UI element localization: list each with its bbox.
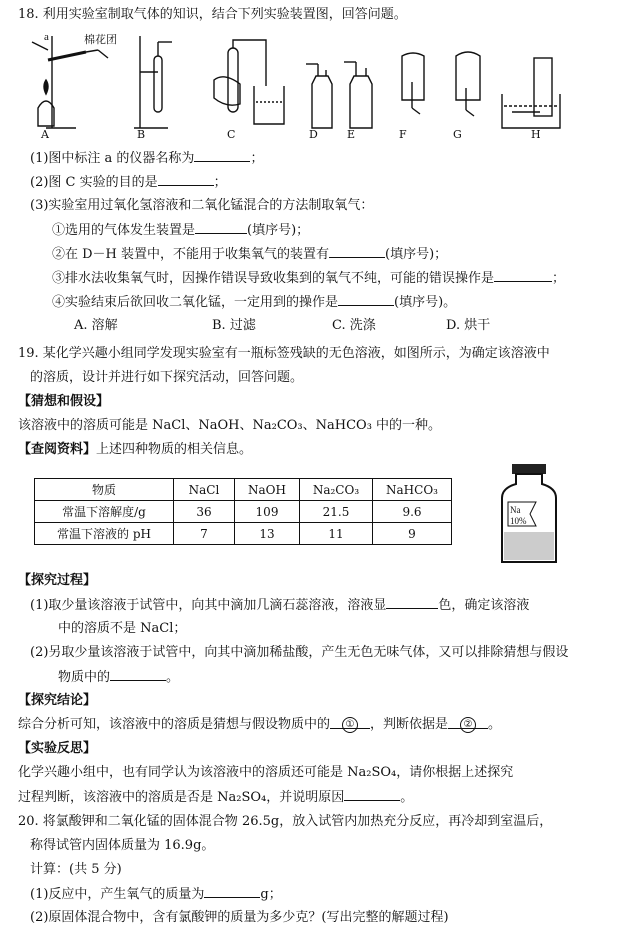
- mark-2: ②: [460, 717, 476, 733]
- q19-proc1: [30, 596, 529, 615]
- answer-blank[interactable]: [344, 788, 400, 801]
- q18-sub1: [52, 221, 309, 240]
- apparatus-label-b: B: [137, 128, 146, 141]
- apparatus-figure: [28, 28, 563, 148]
- answer-blank[interactable]: [494, 269, 552, 282]
- apparatus-g: [456, 52, 480, 116]
- option-b: B. 过滤: [212, 318, 256, 333]
- table-cell: 109: [235, 501, 300, 523]
- table-header-cell: NaCl: [174, 479, 235, 501]
- table-cell: 9: [373, 523, 452, 545]
- q19-conclusion-end: 。: [488, 717, 502, 732]
- apparatus-label-e: E: [347, 128, 356, 141]
- heading-guess: 【猜想和假设】: [18, 394, 110, 409]
- table-header-cell: NaHCO₃: [373, 479, 452, 501]
- option-d: D. 烘干: [446, 318, 491, 333]
- q20-part1-text: (1)反应中，产生氧气的质量为: [30, 887, 205, 902]
- apparatus-f: [402, 53, 424, 114]
- answer-blank[interactable]: [158, 173, 214, 186]
- heading-process: 【探究过程】: [18, 573, 97, 588]
- apparatus-label-f: F: [399, 128, 407, 141]
- q18-part2-end: ；: [213, 175, 227, 190]
- answer-blank[interactable]: [110, 668, 166, 681]
- table-header-cell: 物质: [35, 479, 174, 501]
- q19-reflection-text: 过程判断，该溶液中的溶质是否是 Na₂SO₄，并说明原因: [18, 790, 345, 805]
- answer-blank[interactable]: [338, 293, 394, 306]
- table-cell: 21.5: [300, 501, 373, 523]
- answer-blank[interactable]: [195, 221, 247, 234]
- mark-1: ①: [342, 717, 358, 733]
- apparatus-b: [134, 36, 172, 128]
- q19-reflection-end: 。: [400, 790, 414, 805]
- q19-ref-text: 上述四种物质的相关信息。: [96, 442, 253, 457]
- q18-part1-end: ；: [250, 151, 264, 166]
- q18-sub2-text: ②在 D－H 装置中，不能用于收集氧气的装置有: [52, 247, 330, 262]
- option-c: C. 洗涤: [332, 318, 376, 333]
- q18-sub2-end: (填序号)；: [385, 247, 448, 262]
- q19-stem-line1: 19. 某化学兴趣小组同学发现实验室有一瓶标签残缺的无色溶液，如图所示，为确定该溶液中: [18, 346, 550, 361]
- q19-proc2-end: 。: [166, 670, 180, 685]
- q18-sub2: [52, 245, 447, 264]
- label-a: a: [44, 31, 49, 43]
- q20-calc: 计算：(共 5 分): [30, 862, 122, 877]
- q20-part1-end: g；: [260, 887, 282, 902]
- q19-proc2-text: 物质中的: [58, 670, 111, 685]
- q18-stem: 18. 利用实验室制取气体的知识，结合下列实验装置图，回答问题。: [18, 7, 407, 22]
- bottle-label-line2: 10%: [510, 516, 527, 526]
- q18-part2-text: (2)图 C 实验的目的是: [30, 175, 158, 190]
- table-cell: 常温下溶解度/g: [35, 501, 174, 523]
- table-cell: 36: [174, 501, 235, 523]
- answer-blank-1[interactable]: [330, 716, 370, 729]
- q18-part3: (3)实验室用过氧化氢溶液和二氧化锰混合的方法制取氧气：: [30, 198, 374, 213]
- q18-sub3-text: ③排水法收集氧气时，因操作错误导致收集到的氧气不纯，可能的错误操作是: [52, 271, 495, 286]
- heading-conclusion: 【探究结论】: [18, 693, 97, 708]
- heading-ref: 【查阅资料】: [18, 442, 97, 457]
- q18-sub3: [52, 269, 565, 288]
- table-cell: 11: [300, 523, 373, 545]
- q18-part2: [30, 173, 227, 192]
- label-cotton: 棉花团: [84, 33, 117, 46]
- apparatus-c: [214, 40, 284, 124]
- answer-blank[interactable]: [194, 149, 250, 162]
- q19-proc2: (2)另取少量该溶液于试管中，向其中滴加稀盐酸，产生无色无味气体，又可以排除猜想与假设: [30, 645, 569, 660]
- q19-stem-line2: 的溶质，设计并进行如下探究活动，回答问题。: [30, 370, 304, 385]
- apparatus-label-c: C: [227, 128, 236, 141]
- q19-conclusion-text: 综合分析可知，该溶液中的溶质是猜想与假设物质中的: [18, 717, 331, 732]
- q19-proc1-cont: 中的溶质不是 NaCl；: [58, 621, 187, 636]
- apparatus-h: [502, 58, 560, 128]
- q19-proc2-cont: [58, 668, 179, 687]
- answer-blank[interactable]: [329, 245, 385, 258]
- apparatus-label-h: H: [531, 128, 541, 141]
- q18-sub1-text: ①选用的气体发生装置是: [52, 223, 196, 238]
- q19-ref-line: [18, 441, 252, 459]
- q20-part2: (2)原固体混合物中，含有氯酸钾的质量为多少克？(写出完整的解题过程): [30, 910, 449, 925]
- reagent-bottle-figure: [496, 462, 562, 566]
- q18-sub1-end: (填序号)；: [247, 223, 310, 238]
- q20-stem-line1: 20. 将氯酸钾和二氧化锰的固体混合物 26.5g，放入试管内加热充分反应，再冷却到室温后，: [18, 814, 553, 829]
- q18-sub3-end: ；: [552, 271, 566, 286]
- q19-proc1-end: 色，确定该溶液: [438, 598, 530, 613]
- apparatus-d: [306, 64, 332, 128]
- q18-sub4: [52, 293, 456, 312]
- table-header-cell: NaOH: [235, 479, 300, 501]
- table-cell: 9.6: [373, 501, 452, 523]
- q19-proc1-text: (1)取少量该溶液于试管中，向其中滴加几滴石蕊溶液，溶液显: [30, 598, 387, 613]
- table-header-cell: Na₂CO₃: [300, 479, 373, 501]
- table-row: [35, 523, 452, 545]
- table-header-row: [35, 479, 452, 501]
- apparatus-e: [344, 62, 372, 128]
- q19-conclusion: [18, 716, 501, 734]
- heading-reflection: 【实验反思】: [18, 741, 97, 756]
- bottle-label-line1: Na: [510, 505, 521, 515]
- table-cell: 7: [174, 523, 235, 545]
- answer-blank-2[interactable]: [448, 716, 488, 729]
- info-table: [34, 478, 452, 545]
- q19-guess: 该溶液中的溶质可能是 NaCl、NaOH、Na₂CO₃、NaHCO₃ 中的一种。: [18, 418, 442, 433]
- q18-part1-text: (1)图中标注 a 的仪器名称为: [30, 151, 195, 166]
- bottle-liquid: [504, 532, 554, 560]
- table-row: [35, 501, 452, 523]
- bottle-stopper: [512, 464, 546, 474]
- q19-reflection-line2: [18, 788, 413, 807]
- q18-sub4-text: ④实验结束后欲回收二氧化锰，一定用到的操作是: [52, 295, 339, 310]
- q20-stem-line2: 称得试管内固体质量为 16.9g。: [30, 838, 215, 853]
- apparatus-label-a: A: [41, 128, 49, 141]
- q18-sub4-end: (填序号)。: [394, 295, 457, 310]
- table-cell: 常温下溶液的 pH: [35, 523, 174, 545]
- q19-conclusion-mid: ，判断依据是: [370, 717, 449, 732]
- option-a: A. 溶解: [74, 318, 118, 333]
- apparatus-label-d: D: [309, 128, 318, 141]
- answer-blank[interactable]: [386, 596, 438, 609]
- q19-reflection-line1: 化学兴趣小组中，也有同学认为该溶液中的溶质还可能是 Na₂SO₄，请你根据上述探究: [18, 765, 514, 780]
- table-cell: 13: [235, 523, 300, 545]
- q18-part1: [30, 149, 263, 168]
- apparatus-a: [32, 36, 108, 128]
- answer-blank[interactable]: [204, 885, 260, 898]
- q20-part1: [30, 885, 282, 904]
- apparatus-label-g: G: [453, 128, 462, 141]
